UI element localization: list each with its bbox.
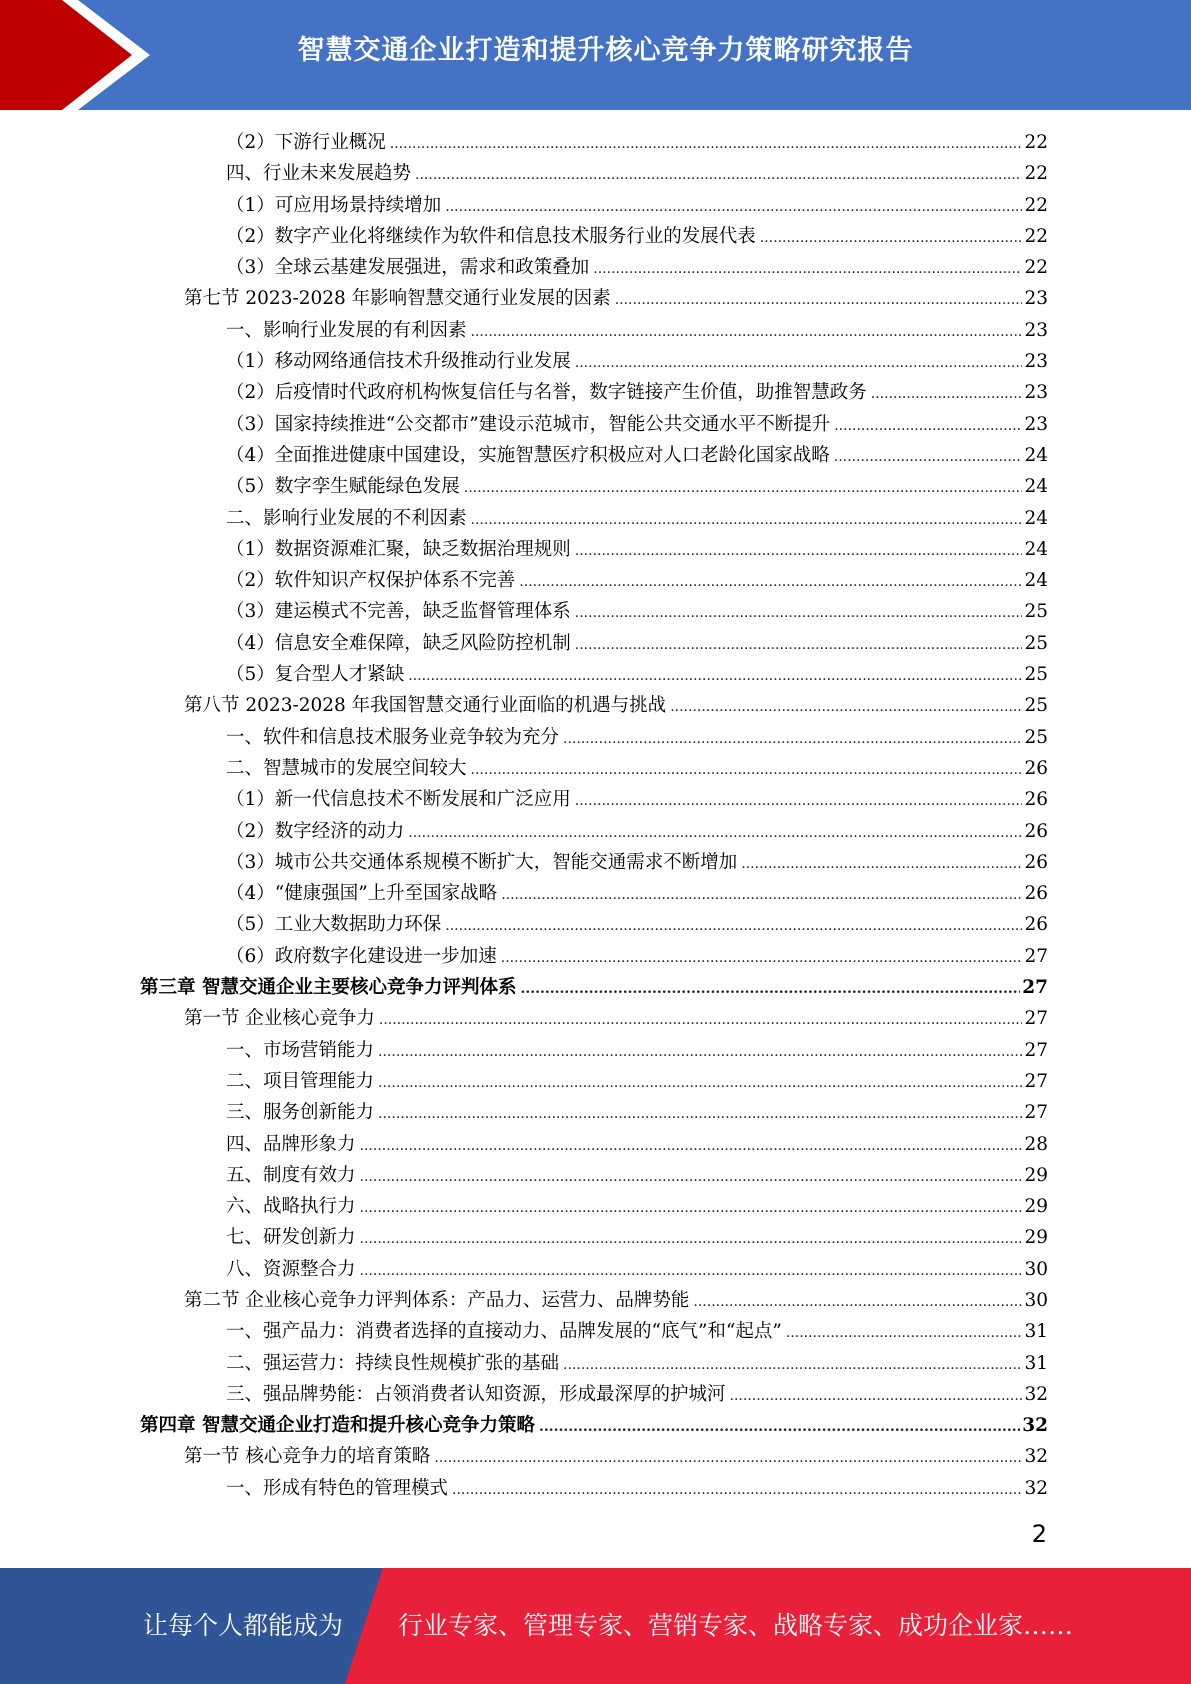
toc-entry-page: 22 xyxy=(1024,257,1048,279)
toc-dot-leader xyxy=(575,628,1023,661)
toc-entry-title: （2）后疫情时代政府机构恢复信任与名誉，数字链接产生价值，助推智慧政务 xyxy=(226,382,867,404)
toc-entry-title: 一、形成有特色的管理模式 xyxy=(226,1477,449,1499)
toc-entry[interactable] xyxy=(140,1191,1048,1222)
toc-entry[interactable] xyxy=(140,283,1048,314)
page-footer xyxy=(0,1568,1191,1684)
toc-entry-title: （4）全面推进健康中国建设，实施智慧医疗积极应对人口老龄化国家战略 xyxy=(226,444,830,466)
toc-entry[interactable] xyxy=(140,1160,1048,1191)
toc-entry[interactable] xyxy=(140,753,1048,784)
toc-entry[interactable] xyxy=(140,377,1048,408)
toc-entry-page: 25 xyxy=(1024,695,1048,717)
toc-entry-page: 29 xyxy=(1024,1227,1048,1249)
toc-dot-leader xyxy=(760,221,1023,254)
toc-entry-title: 四、品牌形象力 xyxy=(226,1133,356,1155)
toc-entry-page: 32 xyxy=(1024,1477,1048,1499)
toc-entry-page: 32 xyxy=(1022,1415,1048,1437)
page-header xyxy=(0,0,1191,110)
toc-dot-leader xyxy=(445,909,1022,942)
toc-entry[interactable] xyxy=(140,409,1048,440)
toc-dot-leader xyxy=(378,1097,1022,1130)
toc-entry-page: 26 xyxy=(1024,757,1048,779)
toc-entry[interactable] xyxy=(140,565,1048,596)
toc-entry-title: 第一节 企业核心竞争力 xyxy=(184,1008,375,1030)
toc-entry-title: 第三章 智慧交通企业主要核心竞争力评判体系 xyxy=(140,977,517,999)
toc-dot-leader xyxy=(834,440,1023,473)
toc-entry[interactable] xyxy=(140,596,1048,627)
toc-entry[interactable] xyxy=(140,1003,1048,1034)
toc-entry-title: 八、资源整合力 xyxy=(226,1258,356,1280)
toc-entry-page: 25 xyxy=(1024,664,1048,686)
toc-entry[interactable] xyxy=(140,1379,1048,1410)
toc-dot-leader xyxy=(563,722,1022,755)
toc-dot-leader xyxy=(471,753,1023,786)
toc-entry-page: 30 xyxy=(1024,1289,1048,1311)
page-title: 智慧交通企业打造和提升核心竞争力策略研究报告 xyxy=(297,35,914,66)
toc-entry-title: 二、强运营力：持续良性规模扩张的基础 xyxy=(226,1352,560,1374)
toc-entry-title: 第一节 核心竞争力的培育策略 xyxy=(184,1446,431,1468)
toc-entry[interactable] xyxy=(140,816,1048,847)
toc-entry-page: 26 xyxy=(1024,851,1048,873)
toc-entry[interactable] xyxy=(140,190,1048,221)
toc-entry-title: 二、影响行业发展的不利因素 xyxy=(226,507,467,529)
toc-entry-title: （3）城市公共交通体系规模不断扩大，智能交通需求不断增加 xyxy=(226,851,738,873)
toc-dot-leader xyxy=(501,941,1023,974)
toc-entry-page: 26 xyxy=(1024,914,1048,936)
toc-dot-leader xyxy=(434,1441,1022,1474)
toc-entry[interactable] xyxy=(140,1097,1048,1128)
toc-entry[interactable] xyxy=(140,628,1048,659)
toc-entry[interactable] xyxy=(140,1441,1048,1472)
toc-entry-page: 27 xyxy=(1022,977,1048,999)
page-number: 2 xyxy=(1031,1520,1047,1548)
toc-dot-leader xyxy=(593,252,1022,285)
toc-entry[interactable] xyxy=(140,315,1048,346)
toc-entry-page: 30 xyxy=(1024,1258,1048,1280)
toc-dot-leader xyxy=(360,1254,1023,1287)
toc-dot-leader xyxy=(519,565,1022,598)
toc-entry[interactable] xyxy=(140,1254,1048,1285)
toc-entry[interactable] xyxy=(140,471,1048,502)
toc-entry-page: 27 xyxy=(1024,945,1048,967)
toc-dot-leader xyxy=(360,1222,1023,1255)
toc-entry-title: （2）数字经济的动力 xyxy=(226,820,405,842)
toc-entry-title: （3）国家持续推进“公交都市”建设示范城市，智能公共交通水平不断提升 xyxy=(226,413,831,435)
toc-entry[interactable] xyxy=(140,1348,1048,1379)
toc-entry-page: 24 xyxy=(1024,570,1048,592)
toc-entry-title: （5）数字孪生赋能绿色发展 xyxy=(226,476,460,498)
toc-entry[interactable] xyxy=(140,503,1048,534)
toc-entry-title: （1）移动网络通信技术升级推动行业发展 xyxy=(226,351,571,373)
toc-entry-title: 三、服务创新能力 xyxy=(226,1102,375,1124)
toc-entry-page: 23 xyxy=(1024,351,1048,373)
table-of-contents xyxy=(140,127,1048,1504)
toc-dot-leader xyxy=(615,283,1023,316)
footer-slogan-left: 让每个人都能成为 xyxy=(143,1611,344,1640)
toc-entry-title: 一、强产品力：消费者选择的直接动力、品牌发展的“底气”和“起点” xyxy=(226,1321,782,1343)
toc-entry-page: 23 xyxy=(1024,319,1048,341)
toc-entry-page: 29 xyxy=(1024,1164,1048,1186)
toc-entry-page: 26 xyxy=(1024,883,1048,905)
toc-dot-leader xyxy=(390,127,1023,160)
toc-dot-leader xyxy=(741,847,1022,880)
toc-entry[interactable] xyxy=(140,1410,1048,1441)
toc-entry-page: 27 xyxy=(1024,1039,1048,1061)
toc-entry[interactable] xyxy=(140,158,1048,189)
toc-dot-leader xyxy=(670,690,1022,723)
toc-dot-leader xyxy=(408,659,1022,692)
toc-dot-leader xyxy=(464,471,1023,504)
toc-entry[interactable] xyxy=(140,847,1048,878)
toc-entry-page: 23 xyxy=(1024,413,1048,435)
toc-entry[interactable] xyxy=(140,1473,1048,1504)
toc-entry[interactable] xyxy=(140,534,1048,565)
toc-dot-leader xyxy=(445,190,1022,223)
toc-dot-leader xyxy=(379,1003,1023,1036)
toc-entry-title: （4）“健康强国”上升至国家战略 xyxy=(226,883,498,905)
toc-entry-page: 29 xyxy=(1024,1196,1048,1218)
toc-entry-title: 第七节 2023-2028 年影响智慧交通行业发展的因素 xyxy=(184,288,611,310)
toc-dot-leader xyxy=(415,158,1022,191)
toc-entry-title: （5）工业大数据助力环保 xyxy=(226,914,442,936)
toc-entry[interactable] xyxy=(140,1222,1048,1253)
toc-dot-leader xyxy=(471,503,1023,536)
toc-entry-page: 22 xyxy=(1024,225,1048,247)
toc-entry[interactable] xyxy=(140,941,1048,972)
toc-entry-title: 七、研发创新力 xyxy=(226,1227,356,1249)
toc-dot-leader xyxy=(360,1191,1023,1224)
toc-dot-leader xyxy=(575,534,1023,567)
toc-entry-page: 22 xyxy=(1024,163,1048,185)
toc-entry-page: 23 xyxy=(1024,288,1048,310)
toc-entry-page: 27 xyxy=(1024,1102,1048,1124)
toc-dot-leader xyxy=(834,409,1022,442)
toc-dot-leader xyxy=(871,377,1023,410)
toc-entry-page: 24 xyxy=(1024,444,1048,466)
toc-entry[interactable] xyxy=(140,722,1048,753)
toc-entry-title: 一、影响行业发展的有利因素 xyxy=(226,319,467,341)
toc-entry-page: 24 xyxy=(1024,476,1048,498)
toc-dot-leader xyxy=(693,1285,1022,1318)
toc-entry[interactable] xyxy=(140,1066,1048,1097)
toc-dot-leader xyxy=(452,1473,1022,1506)
toc-entry[interactable] xyxy=(140,127,1048,158)
toc-entry-page: 24 xyxy=(1024,507,1048,529)
toc-entry[interactable] xyxy=(140,1035,1048,1066)
toc-entry-page: 31 xyxy=(1024,1321,1048,1343)
toc-entry-page: 28 xyxy=(1024,1133,1048,1155)
toc-entry-title: 二、智慧城市的发展空间较大 xyxy=(226,757,467,779)
toc-entry-page: 32 xyxy=(1024,1383,1048,1405)
toc-entry-title: （2）软件知识产权保护体系不完善 xyxy=(226,570,516,592)
toc-entry-title: （2）下游行业概况 xyxy=(226,132,386,153)
toc-dot-leader xyxy=(563,1348,1022,1381)
toc-dot-leader xyxy=(786,1316,1023,1349)
toc-entry-page: 22 xyxy=(1024,132,1048,153)
toc-entry-title: 三、强品牌势能：占领消费者认知资源，形成最深厚的护城河 xyxy=(226,1383,726,1405)
toc-entry-title: （6）政府数字化建设进一步加速 xyxy=(226,945,497,967)
toc-entry-title: 四、行业未来发展趋势 xyxy=(226,163,412,185)
toc-entry[interactable] xyxy=(140,252,1048,283)
toc-entry-title: （3）全球云基建发展强进，需求和政策叠加 xyxy=(226,257,590,279)
toc-entry-page: 31 xyxy=(1024,1352,1048,1374)
toc-entry-page: 24 xyxy=(1024,538,1048,560)
toc-dot-leader xyxy=(471,315,1023,348)
toc-entry[interactable] xyxy=(140,878,1048,909)
toc-entry-page: 25 xyxy=(1024,601,1048,623)
toc-entry[interactable] xyxy=(140,221,1048,252)
toc-dot-leader xyxy=(520,972,1020,1005)
toc-entry[interactable] xyxy=(140,1316,1048,1347)
toc-entry[interactable] xyxy=(140,690,1048,721)
toc-entry[interactable] xyxy=(140,972,1048,1003)
toc-entry-title: 第八节 2023-2028 年我国智慧交通行业面临的机遇与挑战 xyxy=(184,695,667,717)
toc-dot-leader xyxy=(501,878,1022,911)
toc-entry[interactable] xyxy=(140,440,1048,471)
toc-entry-page: 32 xyxy=(1024,1446,1048,1468)
toc-dot-leader xyxy=(730,1379,1023,1412)
toc-entry-page: 22 xyxy=(1024,194,1048,216)
toc-entry-page: 25 xyxy=(1024,726,1048,748)
toc-dot-leader xyxy=(575,596,1023,629)
toc-entry-page: 26 xyxy=(1024,820,1048,842)
toc-entry-title: 六、战略执行力 xyxy=(226,1196,356,1218)
toc-entry[interactable] xyxy=(140,784,1048,815)
toc-entry[interactable] xyxy=(140,1129,1048,1160)
toc-entry[interactable] xyxy=(140,1285,1048,1316)
toc-entry-title: （1）新一代信息技术不断发展和广泛应用 xyxy=(226,789,571,811)
toc-entry-title: 一、市场营销能力 xyxy=(226,1039,375,1061)
toc-entry-title: 第二节 企业核心竞争力评判体系：产品力、运营力、品牌势能 xyxy=(184,1289,690,1311)
toc-entry-title: 五、制度有效力 xyxy=(226,1164,356,1186)
toc-entry-title: （5）复合型人才紧缺 xyxy=(226,664,405,686)
toc-dot-leader xyxy=(575,784,1023,817)
toc-entry-title: 一、软件和信息技术服务业竞争较为充分 xyxy=(226,726,560,748)
toc-entry-title: （1）数据资源难汇聚，缺乏数据治理规则 xyxy=(226,538,571,560)
toc-entry-title: 第四章 智慧交通企业打造和提升核心竞争力策略 xyxy=(140,1415,535,1437)
toc-entry-title: （3）建运模式不完善，缺乏监督管理体系 xyxy=(226,601,571,623)
toc-dot-leader xyxy=(360,1160,1023,1193)
toc-dot-leader xyxy=(575,346,1023,379)
toc-entry-page: 25 xyxy=(1024,632,1048,654)
toc-entry-title: 二、项目管理能力 xyxy=(226,1070,375,1092)
toc-dot-leader xyxy=(378,1035,1022,1068)
footer-slogan-right: 行业专家、管理专家、营销专家、战略专家、成功企业家…… xyxy=(398,1611,1074,1640)
toc-entry-page: 23 xyxy=(1024,382,1048,404)
toc-dot-leader xyxy=(408,816,1022,849)
toc-dot-leader xyxy=(360,1129,1023,1162)
toc-entry-title: （4）信息安全难保障，缺乏风险防控机制 xyxy=(226,632,571,654)
toc-entry[interactable] xyxy=(140,659,1048,690)
toc-entry-title: （2）数字产业化将继续作为软件和信息技术服务行业的发展代表 xyxy=(226,225,756,247)
toc-dot-leader xyxy=(378,1066,1022,1099)
toc-entry-page: 26 xyxy=(1024,789,1048,811)
toc-entry-title: （1）可应用场景持续增加 xyxy=(226,194,442,216)
toc-dot-leader xyxy=(539,1410,1020,1443)
toc-entry-page: 27 xyxy=(1024,1008,1048,1030)
toc-entry[interactable] xyxy=(140,909,1048,940)
toc-entry[interactable] xyxy=(140,346,1048,377)
toc-entry-page: 27 xyxy=(1024,1070,1048,1092)
